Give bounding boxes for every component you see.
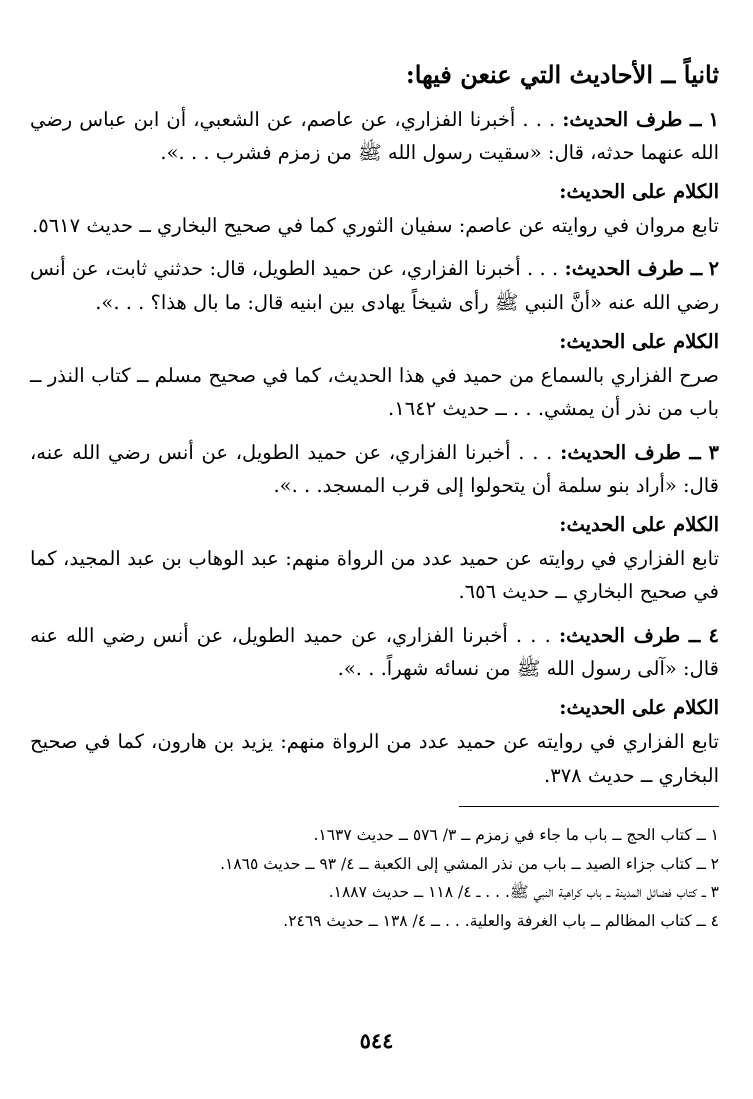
hadith-item: ١ ــ طرف الحديث: . . . أخبرنا الفزاري، عن عاصم، عن الشعبي، أن ابن عباس رضي الله عنهما حدثه، قال: «سقيت رسول الله ﷺ من زمزم فشرب . . .». [30, 107, 719, 165]
hadith-text: . . . أخبرنا الفزاري، عن حميد الطويل، عن أنس رضي الله عنه قال: «آلى رسول الله ﷺ من نسائه شهراً. . .». [30, 623, 719, 681]
hadith-block-2 [30, 252, 719, 425]
footnote: ٤ ــ كتاب المظالم ــ باب الغرفة والعلية. . . ــ ٤/ ١٣٨ ــ حديث ٢٤٦٩. [283, 912, 719, 931]
comment-title: الكلام على الحديث: [559, 179, 719, 203]
comment-text: تابع مروان في روايته عن عاصم: سفيان الثوري كما في صحيح البخاري ــ حديث ٥٦١٧. [32, 213, 719, 237]
hadith-block-4 [30, 619, 719, 792]
footnote: ٢ ــ كتاب جزاء الصيد ــ باب من نذر المشي إلى الكعبة ــ ٤/ ٩٣ ــ حديث ١٨٦٥. [220, 854, 719, 873]
hadith-text: . . . أخبرنا الفزاري، عن حميد الطويل، قال: حدثني ثابت، عن أنس رضي الله عنه «أنَّ النبي ﷺ رأى شيخاً يهادى بين ابنيه قال: ما بال هذا؟ . . .». [30, 257, 719, 315]
hadith-label: طرف الحديث: [564, 257, 684, 281]
hadith-block-3 [30, 436, 719, 609]
footnotes [30, 821, 719, 936]
hadith-number: ٤ [708, 623, 719, 647]
hadith-text: . . . أخبرنا الفزاري، عن عاصم، عن الشعبي، أن ابن عباس رضي الله عنهما حدثه، قال: «سقيت رسول الله ﷺ من زمزم فشرب . . .». [30, 107, 719, 165]
comment-title: الكلام على الحديث: [559, 695, 719, 719]
footnote: ٣ ــ كتاب فضائل المدينة ــ باب كراهية النبي ﷺ. . . ــ ٤/ ١١٨ ــ حديث ١٨٨٧. [328, 883, 719, 902]
hadith-item: ٢ ــ طرف الحديث: . . . أخبرنا الفزاري، عن حميد الطويل، قال: حدثني ثابت، عن أنس رضي الله عنه «أنَّ النبي ﷺ رأى شيخاً يهادى بين ابنيه قال: ما بال هذا؟ . . .». [30, 257, 719, 315]
hadith-number: ٣ [708, 440, 719, 464]
hadith-number: ٢ [708, 257, 719, 281]
comment-text: تابع الفزاري في روايته عن حميد عدد من الرواة منهم: عبد الوهاب بن عبد المجيد، كما في صحيح البخاري ــ حديث ٦٥٦. [30, 546, 719, 604]
comment-text: صرح الفزاري بالسماع من حميد في هذا الحديث، كما في صحيح مسلم ــ كتاب النذر ــ باب من نذر أن يمشي. . . ــ حديث ١٦٤٢. [30, 363, 719, 421]
hadith-label: طرف الحديث: [562, 107, 683, 131]
hadith-label: طرف الحديث: [558, 623, 681, 647]
section-heading: ثانياً ــ الأحاديث التي عنعن فيها: [405, 60, 719, 89]
hadith-item: ٣ ــ طرف الحديث: . . . أخبرنا الفزاري، عن حميد الطويل، عن أنس رضي الله عنه، قال: «أراد بنو سلمة أن يتحولوا إلى قرب المسجد. . .». [30, 440, 719, 498]
comment-title: الكلام على الحديث: [559, 512, 719, 536]
page-number: ٥٤٤ [359, 1028, 394, 1053]
hadith-item: ٤ ــ طرف الحديث: . . . أخبرنا الفزاري، عن حميد الطويل، عن أنس رضي الله عنه قال: «آلى رسول الله ﷺ من نسائه شهراً. . .». [30, 623, 719, 681]
hadith-number: ١ [708, 107, 719, 131]
hadith-text: . . . أخبرنا الفزاري، عن حميد الطويل، عن أنس رضي الله عنه، قال: «أراد بنو سلمة أن يتحولوا إلى قرب المسجد. . .». [30, 440, 719, 498]
hadith-label: طرف الحديث: [560, 440, 681, 464]
footnote-divider [459, 806, 719, 807]
comment-title: الكلام على الحديث: [559, 329, 719, 353]
hadith-block-1 [30, 103, 719, 243]
footnote: ١ ــ كتاب الحج ــ باب ما جاء في زمزم ــ ٣/ ٥٧٦ ــ حديث ١٦٣٧. [313, 826, 719, 845]
comment-text: تابع الفزاري في روايته عن حميد عدد من الرواة منهم: يزيد بن هارون، كما في صحيح البخاري ــ حديث ٣٧٨. [30, 730, 719, 787]
